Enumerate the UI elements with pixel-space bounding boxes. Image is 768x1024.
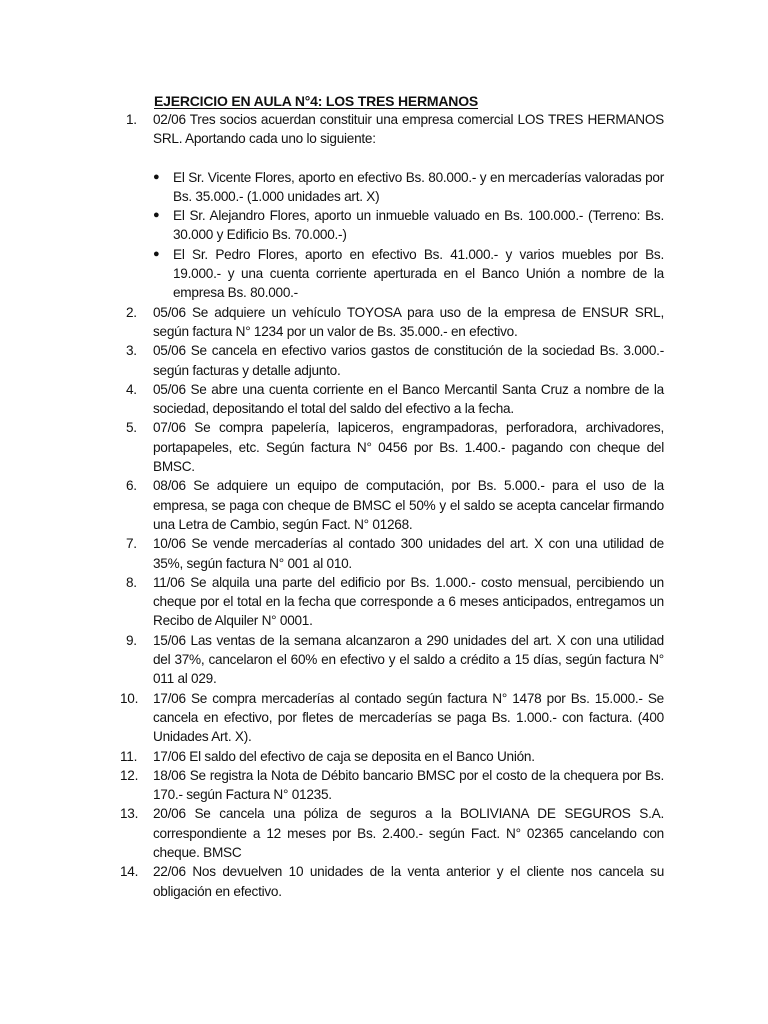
item-number: 4. [126, 381, 137, 397]
item-number: 10. [120, 690, 139, 706]
item-number: 11. [120, 748, 138, 764]
list-item [126, 341, 664, 380]
exercise-list [120, 110, 664, 901]
bullet-item [153, 245, 664, 303]
item-number: 5. [126, 420, 137, 436]
partner-contributions [153, 168, 664, 303]
list-item [126, 380, 664, 419]
list-item [120, 804, 664, 862]
list-item [126, 110, 664, 303]
item-number: 2. [126, 304, 137, 320]
bullet-item [153, 206, 664, 245]
item-text: 20/06 Se cancela una póliza de seguros a la BOLIVIANA DE SEGUROS S.A. correspondiente a 12 meses por Bs. 2.400.- según Fact. N° 02365 cancelando con cheque. BMSC [153, 806, 664, 860]
exercise-title: EJERCICIO EN AULA N°4: LOS TRES HERMANOS [154, 93, 479, 109]
list-item [126, 303, 664, 342]
list-item [126, 534, 664, 573]
item-text: 05/06 Se adquiere un vehículo TOYOSA para uso de la empresa de ENSUR SRL, según factura N° 1234 por un valor de Bs. 35.000.- en efectivo. [153, 304, 664, 339]
item-text: 15/06 Las ventas de la semana alcanzaron a 290 unidades del art. X con una utilidad del 37%, cancelaron el 60% en efectivo y el saldo a crédito a 15 días, según factura N° 011 al 029. [153, 632, 664, 687]
bullet-icon: ● [153, 247, 160, 260]
list-item [120, 862, 664, 901]
item-text: 08/06 Se adquiere un equipo de computación, por Bs. 5.000.- para el uso de la empresa, se paga con cheque de BMSC el 50% y el saldo se acepta cancelar firmando una Letra de Cambio, según Fact. N° 01268. [153, 478, 664, 532]
item-number: 8. [126, 574, 137, 590]
item-number: 14. [120, 864, 139, 880]
item-number: 6. [126, 478, 137, 494]
item-number: 1. [126, 112, 137, 127]
item-text: 02/06 Tres socios acuerdan constituir una empresa comercial LOS TRES HERMANOS SRL. Aportando cada uno lo siguiente: [153, 112, 664, 147]
item-text: 17/06 El saldo del efectivo de caja se deposita en el Banco Unión. [153, 748, 535, 764]
item-text: 07/06 Se compra papelería, lapiceros, engrampadoras, perforadora, archivadores, portapapeles, etc. Según factura N° 0456 por Bs. 1.400.- pagando con cheque del BMSC. [153, 420, 664, 475]
item-number: 9. [126, 632, 137, 648]
list-item [120, 766, 664, 805]
item-text: 05/06 Se cancela en efectivo varios gastos de constitución de la sociedad Bs. 3.000.- según facturas y detalle adjunto. [153, 343, 664, 378]
list-item [126, 418, 664, 476]
item-text: 11/06 Se alquila una parte del edificio por Bs. 1.000.- costo mensual, percibiendo un cheque por el total en la fecha que corresponde a 6 meses anticipados, entregamos un Recibo de Alquiler N° 0001. [153, 574, 664, 629]
list-item [120, 747, 664, 766]
item-text: 22/06 Nos devuelven 10 unidades de la venta anterior y el cliente nos cancela su obligación en efectivo. [153, 864, 664, 899]
list-item [120, 689, 664, 747]
item-number: 7. [126, 536, 137, 552]
bullet-item [153, 168, 664, 207]
list-item [126, 573, 664, 631]
item-number: 3. [126, 343, 137, 359]
list-item [126, 631, 664, 689]
bullet-text: El Sr. Vicente Flores, aporto en efectivo Bs. 80.000.- y en mercaderías valoradas por Bs. 35.000.- (1.000 unidades art. X) [173, 169, 664, 204]
list-item [126, 476, 664, 534]
item-text: 05/06 Se abre una cuenta corriente en el Banco Mercantil Santa Cruz a nombre de la sociedad, depositando el total del saldo del efectivo a la fecha. [153, 381, 664, 417]
item-text: 18/06 Se registra la Nota de Débito bancario BMSC por el costo de la chequera por Bs. 170.- según Factura N° 01235. [153, 767, 664, 803]
bullet-icon: ● [153, 170, 160, 183]
item-text: 17/06 Se compra mercaderías al contado según factura N° 1478 por Bs. 15.000.- Se cancela en efectivo, por fletes de mercaderías se paga Bs. 1.000.- con factura. (400 Unidades Art. X). [153, 690, 664, 745]
bullet-icon: ● [153, 209, 160, 222]
item-number: 13. [120, 806, 139, 822]
bullet-text: El Sr. Pedro Flores, aporto en efectivo Bs. 41.000.- y varios muebles por Bs. 19.000.- y una cuenta corriente aperturada en el Banco Unión a nombre de la empresa Bs. 80.000.- [173, 246, 664, 301]
item-text: 10/06 Se vende mercaderías al contado 300 unidades del art. X con una utilidad de 35%, según factura N° 001 al 010. [153, 536, 664, 571]
item-number: 12. [120, 767, 139, 783]
bullet-text: El Sr. Alejandro Flores, aporto un inmueble valuado en Bs. 100.000.- (Terreno: Bs. 30.000 y Edificio Bs. 70.000.-) [173, 208, 664, 243]
